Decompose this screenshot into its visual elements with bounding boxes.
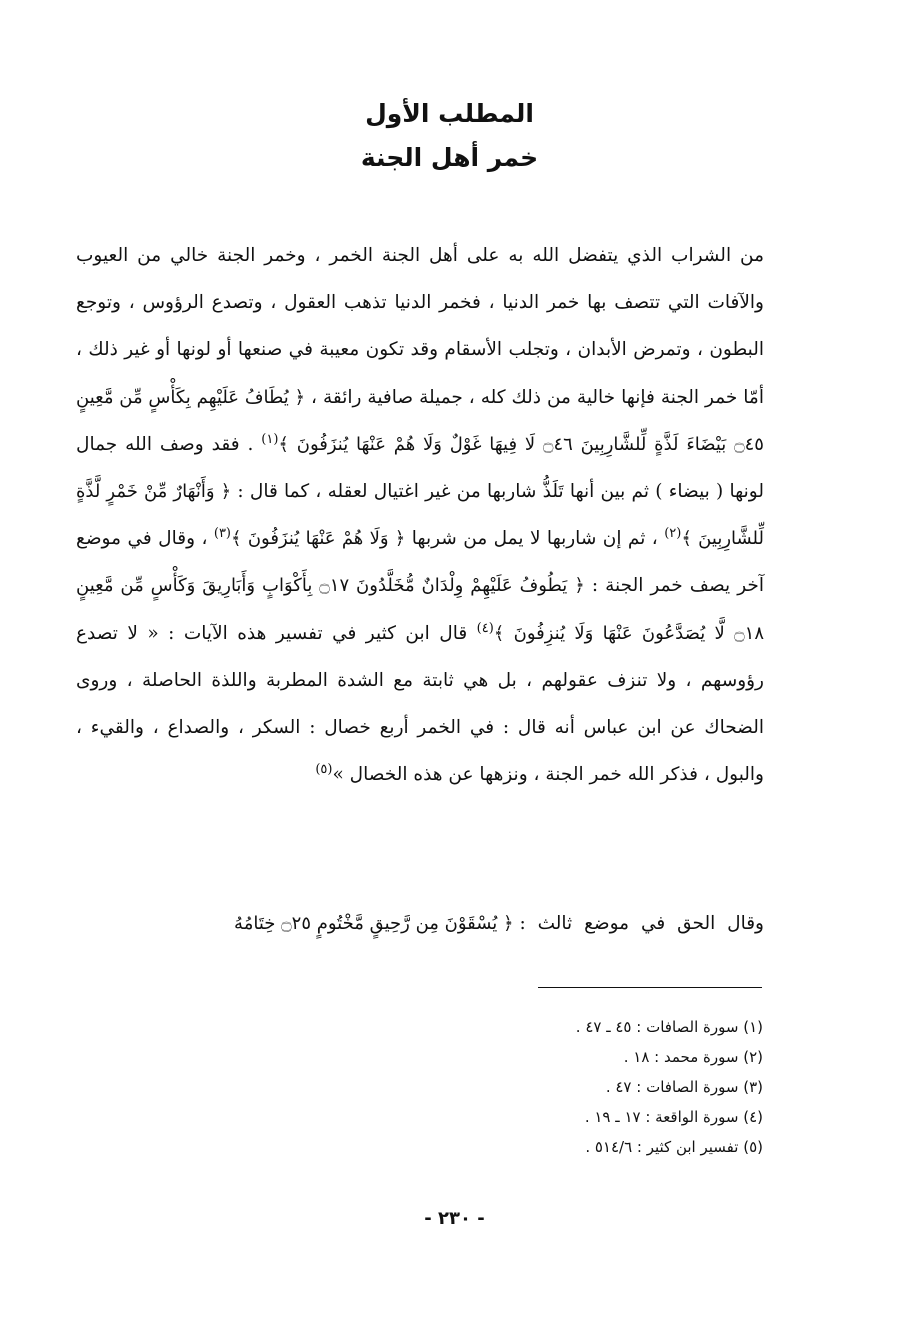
footnote-item: (٢) سورة محمد : ١٨ . — [623, 1048, 763, 1066]
footnote-item: (١) سورة الصافات : ٤٥ ـ ٤٧ . — [575, 1018, 763, 1036]
body-text-segment: . فقد وصف الله جمال لونها ( بيضاء ) ثم بين أنها تَلَذُّ شاربها من غير اغتيال لعقله ، كما قال : — [76, 433, 764, 503]
footnote-ref[interactable]: (٣) — [213, 526, 231, 542]
footnote-ref[interactable]: (٤) — [476, 620, 494, 636]
quran-quote: ﴿ يَطُوفُ عَلَيْهِمْ وِلْدَانٌ مُّخَلَّدُونَ ۝١٧ بِأَكْوَابٍ وَأَبَارِيقَ وَكَأْسٍ مِّن مَّعِينٍ ۝١٨ لَّا يُصَدَّعُونَ عَنْهَا وَلَا يُنزِفُونَ ﴾ — [76, 575, 764, 644]
body-text-segment: ، وقال في موضع آخر يصف خمر الجنة : — [76, 528, 764, 597]
main-paragraph — [76, 232, 764, 798]
quran-quote: ﴿ يُطَافُ عَلَيْهِم بِكَأْسٍ مِّن مَّعِينٍ ۝٤٥ بَيْضَاءَ لَذَّةٍ لِّلشَّارِبِينَ ۝٤٦ لَا فِيهَا غَوْلٌ وَلَا هُمْ عَنْهَا يُنزَفُونَ ﴾ — [76, 386, 764, 455]
body-text-segment: من الشراب الذي يتفضل الله به على أهل الجنة الخمر ، وخمر الجنة خالي من العيوب والآفات التي تتصف بها خمر الدنيا ، فخمر الدنيا تذهب العقول ، وتصدع الرؤوس ، وتوجع البطون ، وتمرض الأبدان ، وتجلب الأسقام وقد تكون معيبة في صنعها أو لونها أو غير ذلك ، أمّا خمر الجنة فإنها خالية من ذلك كله ، جميلة صافية رائقة ، — [76, 245, 764, 408]
footnote-item: (٥) تفسير ابن كثير : ٥١٤/٦ . — [585, 1138, 763, 1156]
quran-quote: ﴿ يُسْقَوْنَ مِن رَّحِيقٍ مَّخْتُومٍ ۝٢٥ خِتَامُهُ — [234, 913, 514, 934]
footnote-separator — [538, 987, 762, 988]
footnote-ref[interactable]: (٥) — [315, 762, 333, 778]
footnotes-list — [463, 1012, 763, 1162]
footnote-item: (٣) سورة الصافات : ٤٧ . — [605, 1078, 763, 1096]
verse-lead-text: وقال الحق في موضع ثالث : — [519, 913, 764, 934]
section-heading: المطلب الأول — [365, 99, 534, 128]
footnote-ref[interactable]: (١) — [261, 431, 279, 447]
body-text-segment: قال ابن كثير في تفسير هذه الآيات : « لا تصدع رؤوسهم ، ولا تنزف عقولهم ، بل هي ثابتة مع الشدة المطربة واللذة الحاصلة ، وروى الضحاك عن ابن عباس أنه قال : في الخمر أربع خصال : السكر ، والصداع ، والقيء ، والبول ، فذكر الله خمر الجنة ، ونزهها عن هذه الخصال » — [76, 622, 764, 786]
footnote-ref[interactable]: (٢) — [664, 526, 682, 542]
page-number: - ٢٣٠ - — [424, 1208, 485, 1229]
footnote-item: (٤) سورة الواقعة : ١٧ ـ ١٩ . — [584, 1108, 763, 1126]
chapter-title: خمر أهل الجنة — [360, 143, 539, 172]
verse-paragraph — [76, 900, 764, 947]
body-text-segment: ، ثم إن شاربها لا يمل من شربها — [405, 528, 665, 550]
quran-quote: ﴿ وَأَنْهَارٌ مِّنْ خَمْرٍ لَّذَّةٍ لِّلشَّارِبِينَ ﴾ — [76, 481, 765, 550]
quran-quote: ﴿ وَلَا هُمْ عَنْهَا يُنزَفُونَ ﴾ — [231, 528, 406, 550]
